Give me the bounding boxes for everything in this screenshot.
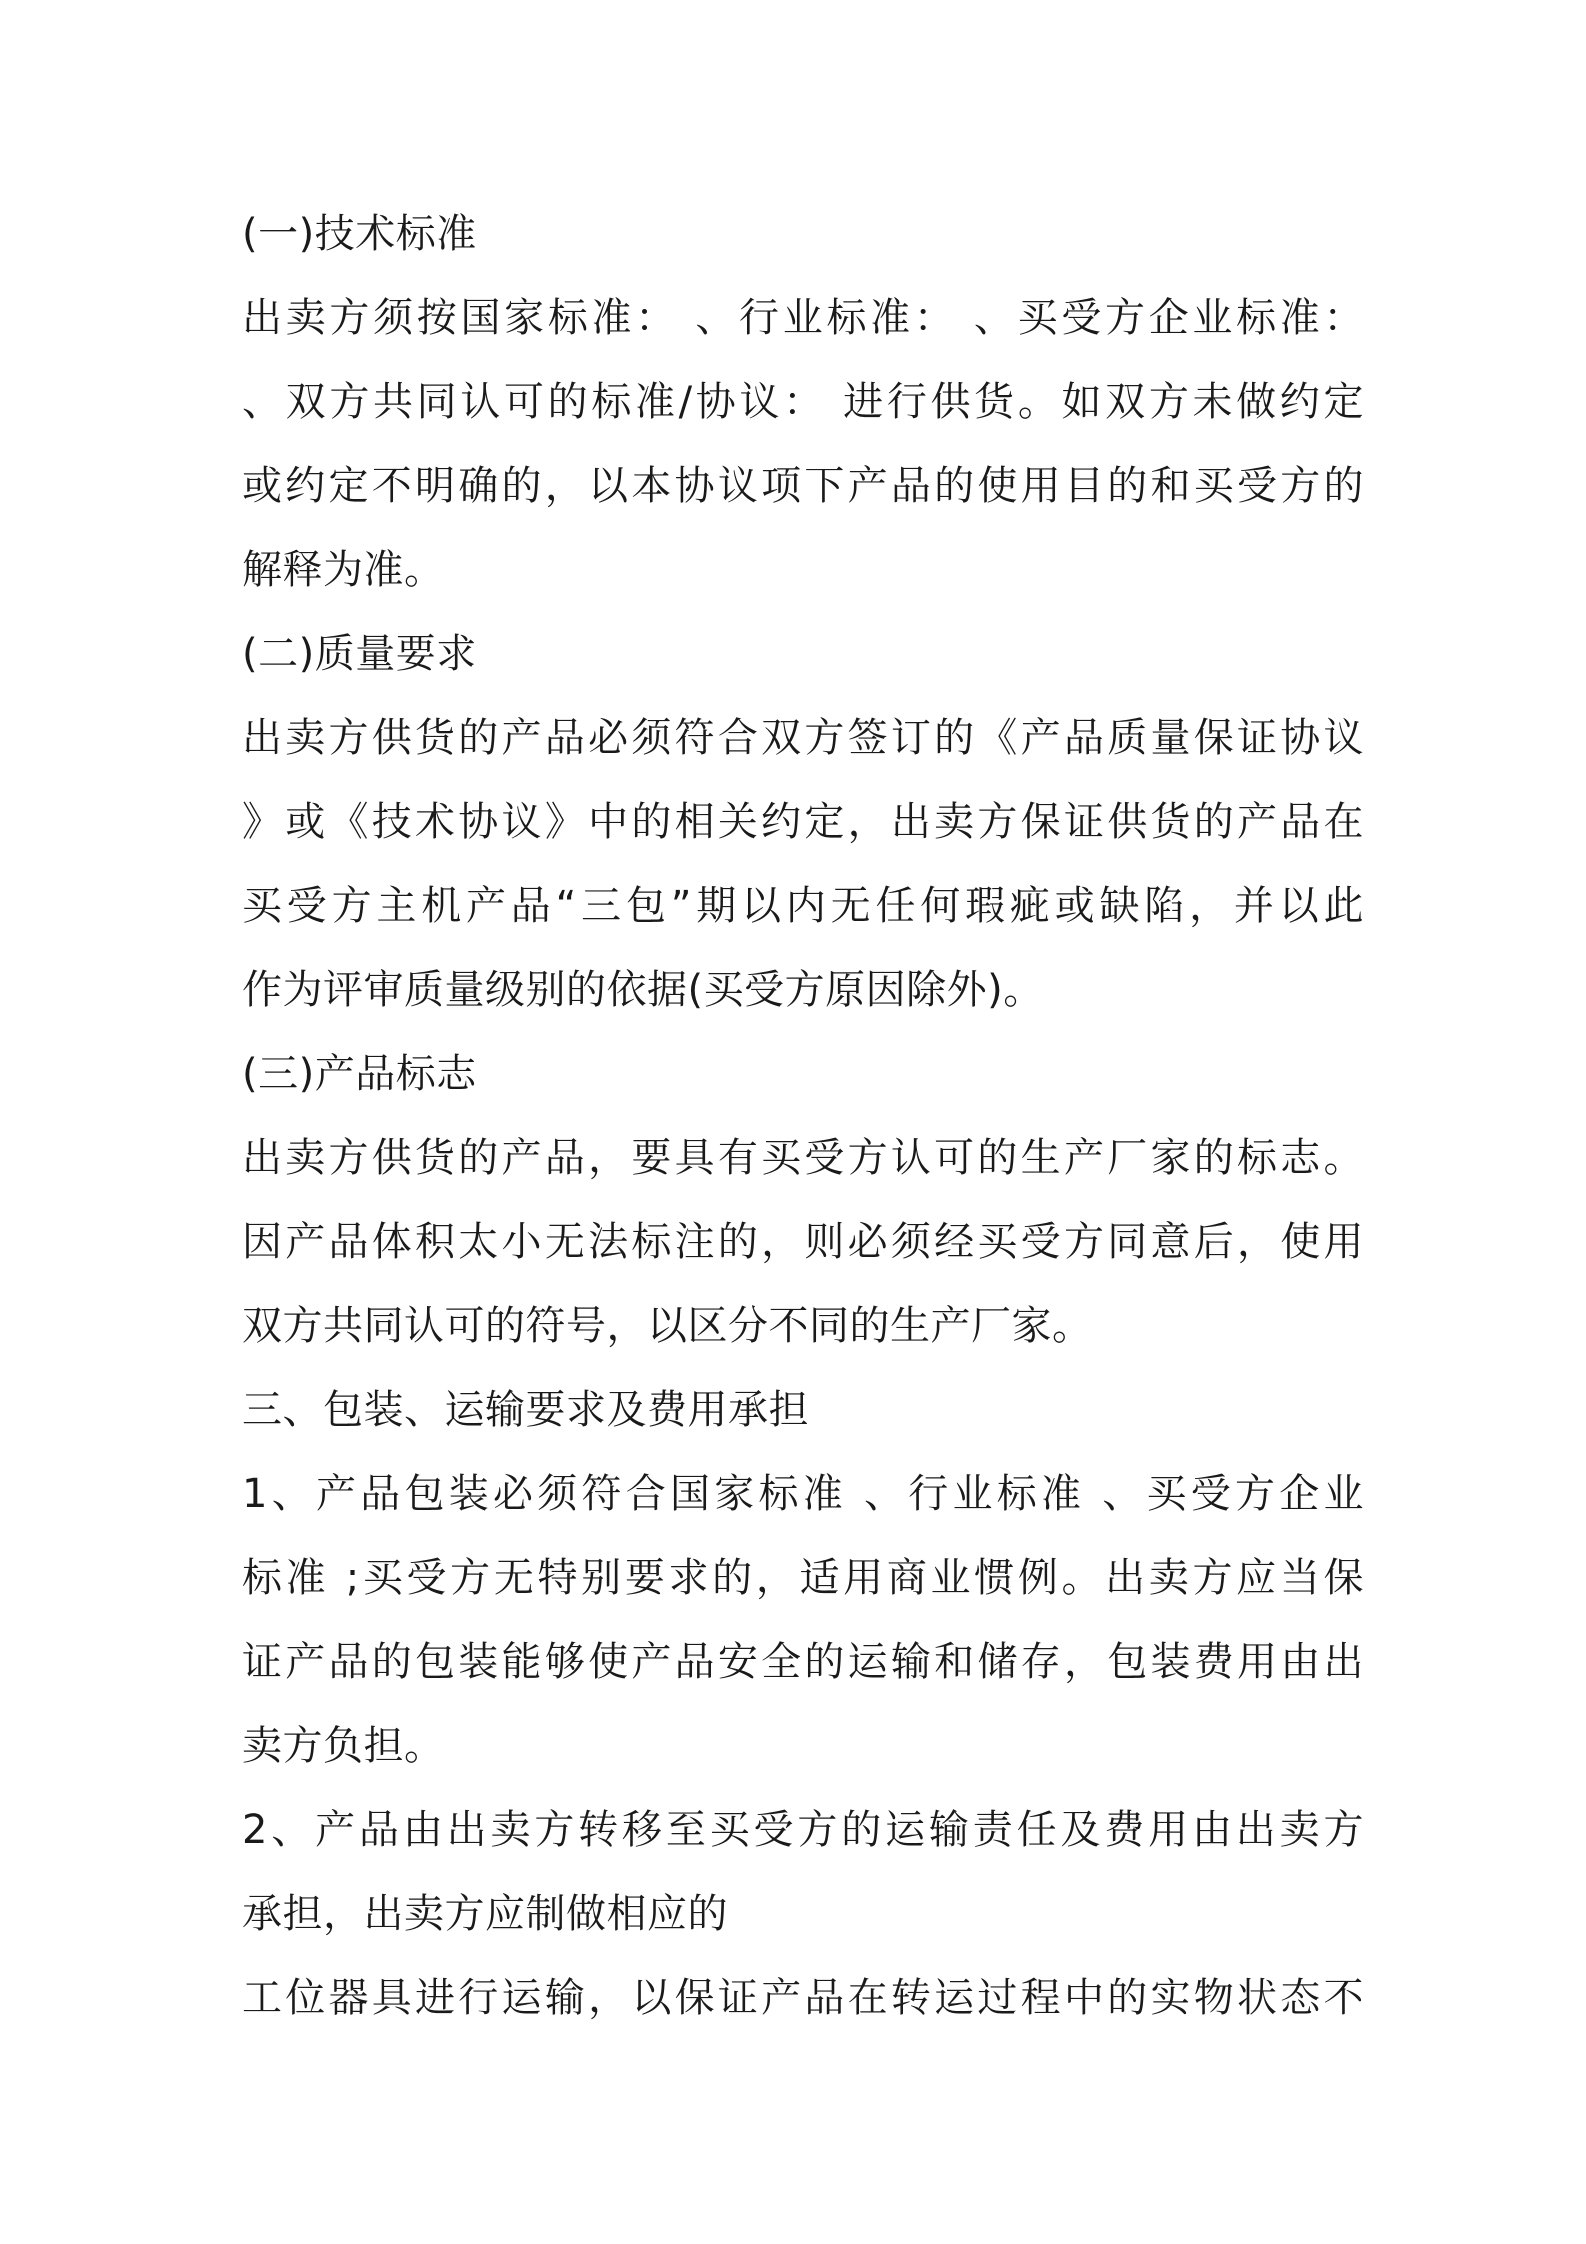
paragraph-line: 1、产品包装必须符合国家标准 、行业标准 、买受方企业 (242, 1471, 1364, 1517)
paragraph-line: 2、产品由出卖方转移至买受方的运输责任及费用由出卖方 (242, 1807, 1364, 1853)
paragraph-line: 解释为准。 (242, 547, 445, 593)
section-heading-quality-requirements: (二)质量要求 (242, 631, 477, 677)
paragraph-line: 或约定不明确的，以本协议项下产品的使用目的和买受方的 (242, 463, 1364, 509)
paragraph-line: 工位器具进行运输，以保证产品在转运过程中的实物状态不 (242, 1975, 1364, 2021)
document-body (242, 192, 1364, 2040)
paragraph-line: 作为评审质量级别的依据(买受方原因除外)。 (242, 967, 1044, 1013)
section-heading-product-marking: (三)产品标志 (242, 1051, 477, 1097)
paragraph-line: 证产品的包装能够使产品安全的运输和储存，包装费用由出 (242, 1639, 1364, 1685)
paragraph-line: 标准 ;买受方无特别要求的，适用商业惯例。出卖方应当保 (242, 1555, 1364, 1601)
paragraph-line: 出卖方须按国家标准： 、行业标准： 、买受方企业标准： (242, 295, 1364, 341)
paragraph-line: 承担，出卖方应制做相应的 (242, 1891, 728, 1937)
paragraph-line: 出卖方供货的产品，要具有买受方认可的生产厂家的标志。 (242, 1135, 1364, 1181)
section-heading-packaging-transport: 三、包装、运输要求及费用承担 (242, 1387, 809, 1433)
paragraph-line: 双方共同认可的符号，以区分不同的生产厂家。 (242, 1303, 1093, 1349)
paragraph-line: 卖方负担。 (242, 1723, 445, 1769)
section-heading-technical-standard: (一)技术标准 (242, 211, 477, 257)
paragraph-line: 》或《技术协议》中的相关约定，出卖方保证供货的产品在 (242, 799, 1364, 845)
paragraph-line: 出卖方供货的产品必须符合双方签订的《产品质量保证协议 (242, 715, 1364, 761)
paragraph-line: 买受方主机产品“三包”期以内无任何瑕疵或缺陷，并以此 (242, 883, 1364, 929)
paragraph-line: 、双方共同认可的标准/协议： 进行供货。如双方未做约定 (242, 379, 1364, 425)
paragraph-line: 因产品体积太小无法标注的，则必须经买受方同意后，使用 (242, 1219, 1364, 1265)
